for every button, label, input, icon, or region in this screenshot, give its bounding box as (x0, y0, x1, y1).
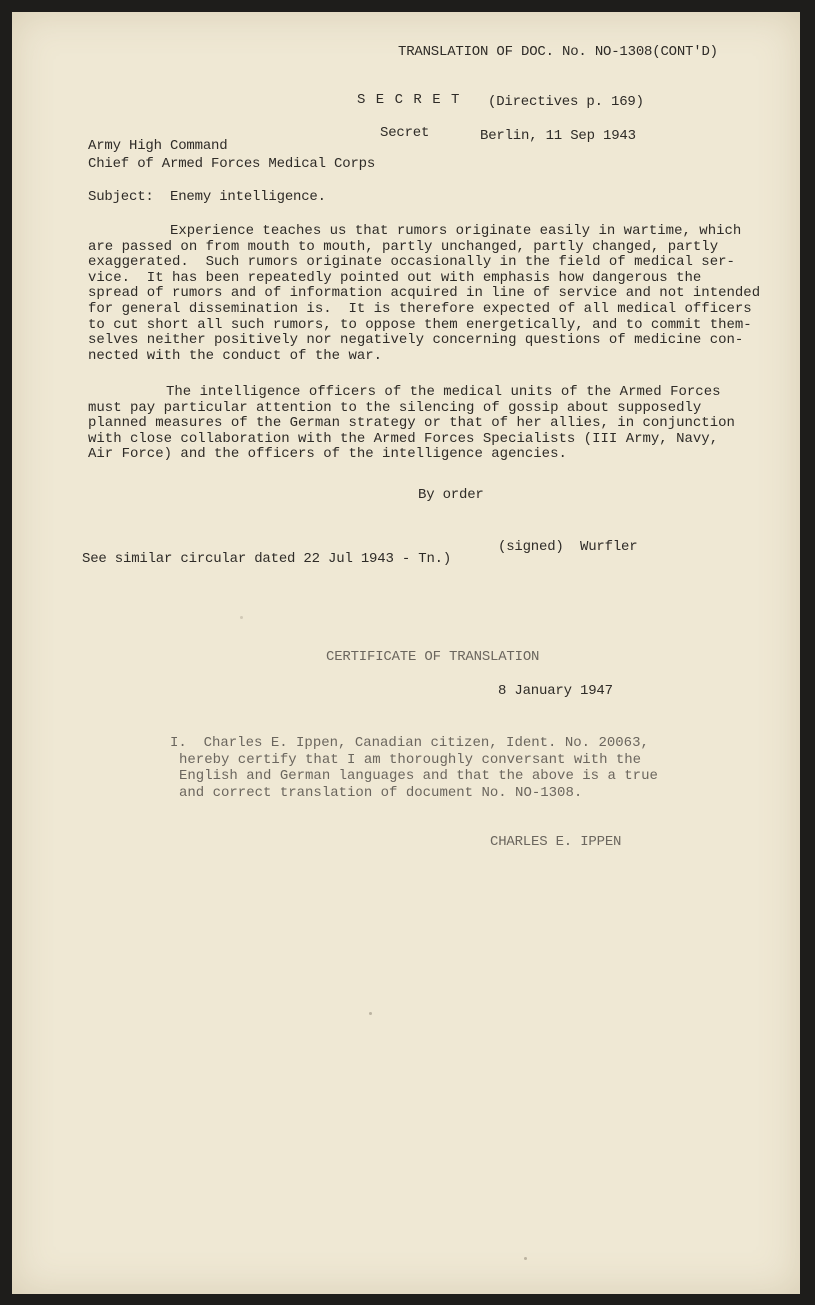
paragraph-1-line: nected with the conduct of the war. (88, 347, 383, 364)
paragraph-2-line: The intelligence officers of the medical units of the Armed Forces (166, 384, 721, 400)
paragraph-1-line: vice. It has been repeatedly pointed out with emphasis how dangerous the (88, 269, 702, 286)
secret-mark: Secret (380, 125, 430, 141)
by-order: By order (418, 487, 484, 503)
paper-speck (240, 616, 243, 619)
paragraph-1-line: to cut short all such rumors, to oppose them energetically, and to commit them- (88, 316, 752, 333)
directive-reference: (Directives p. 169) (488, 94, 644, 110)
paragraph-1-line: exaggerated. Such rumors originate occasionally in the field of medical ser- (88, 254, 735, 271)
paragraph-1-line: for general dissemination is. It is therefore expected of all medical officers (88, 300, 752, 317)
paragraph-1-line: spread of rumors and of information acquired in line of service and not intended (88, 285, 761, 302)
paragraph-2-line: with close collaboration with the Armed Forces Specialists (III Army, Navy, (88, 430, 719, 447)
signed-line: (signed) Wurfler (498, 539, 638, 555)
certificate-date: 8 January 1947 (498, 683, 613, 699)
translation-reference: TRANSLATION OF DOC. No. NO-1308(CONT'D) (398, 44, 718, 60)
paper-speck (524, 1257, 527, 1260)
paragraph-1-line: Experience teaches us that rumors originate easily in wartime, which (170, 223, 742, 239)
certificate-line: hereby certify that I am thoroughly conversant with the (179, 751, 642, 768)
paragraph-1-line: selves neither positively nor negatively concerning questions of medicine con- (88, 332, 744, 349)
sender-line-2: Chief of Armed Forces Medical Corps (88, 156, 376, 172)
certificate-line: English and German languages and that the above is a true (179, 768, 658, 784)
paragraph-1-line: are passed on from mouth to mouth, partly unchanged, partly changed, partly (88, 238, 719, 255)
circular-note: See similar circular dated 22 Jul 1943 - Tn.) (82, 551, 452, 567)
paragraph-2-line: must pay particular attention to the silencing of gossip about supposedly (88, 399, 702, 416)
certificate-line: and correct translation of document No. NO-1308. (179, 784, 583, 801)
certificate-signature: CHARLES E. IPPEN (490, 834, 622, 850)
certificate-title: CERTIFICATE OF TRANSLATION (326, 649, 540, 665)
document-page (12, 12, 800, 1294)
paragraph-2-line: Air Force) and the officers of the intelligence agencies. (88, 446, 567, 463)
place-date: Berlin, 11 Sep 1943 (480, 128, 636, 144)
paragraph-2-line: planned measures of the German strategy or that of her allies, in conjunction (88, 415, 735, 432)
paper-speck (369, 1012, 372, 1015)
paragraph-2 (88, 385, 735, 463)
certificate-body (170, 735, 658, 801)
subject-line: Subject: Enemy intelligence. (88, 189, 326, 205)
certificate-line: I. Charles E. Ippen, Canadian citizen, Ident. No. 20063, (170, 735, 649, 751)
classification-heading: S E C R E T (357, 92, 461, 108)
sender-line-1: Army High Command (88, 138, 228, 154)
paragraph-1 (88, 224, 760, 364)
